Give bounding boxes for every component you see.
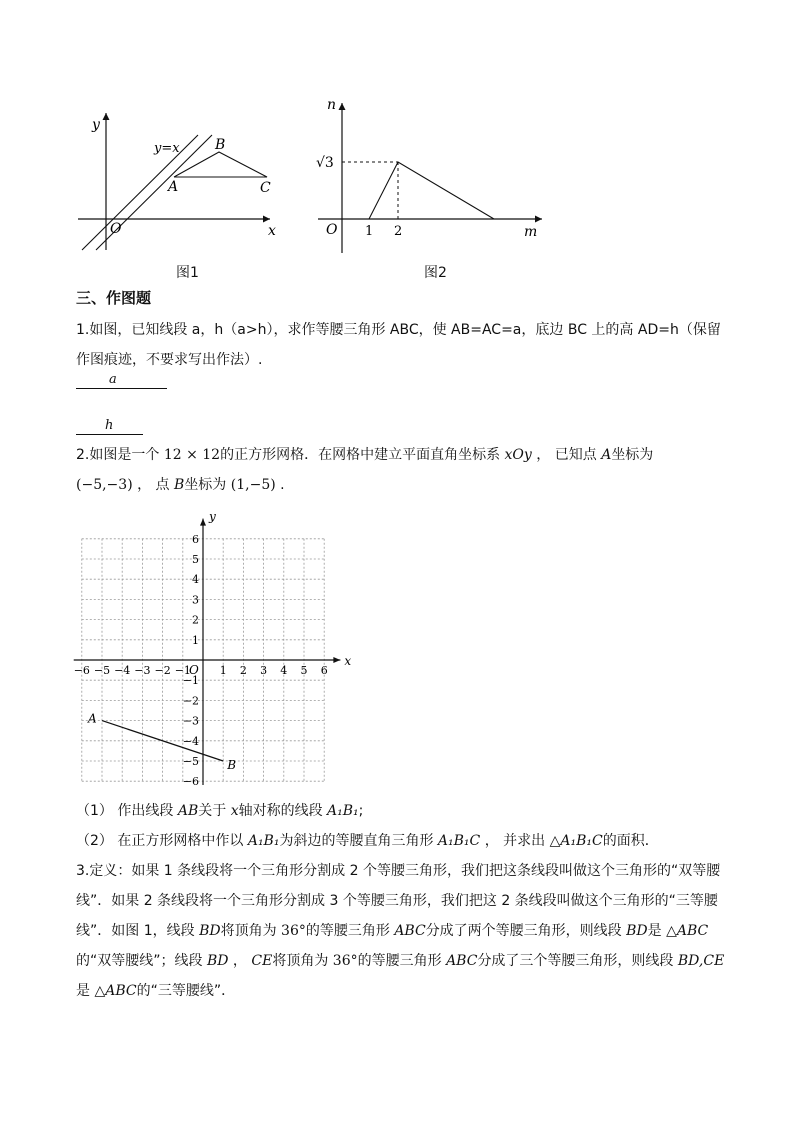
y-tick-label: −1 bbox=[182, 674, 199, 688]
fig2-label-m: m bbox=[524, 224, 538, 240]
y-tick-label: 6 bbox=[192, 532, 199, 546]
y-tick-label: −6 bbox=[182, 775, 199, 785]
section-heading: 三、作图题 bbox=[76, 289, 152, 307]
y-tick-label: −3 bbox=[182, 714, 199, 728]
y-tick-label: 1 bbox=[192, 633, 199, 647]
x-tick-label: 2 bbox=[239, 664, 247, 677]
graph-polyline bbox=[369, 162, 494, 219]
question-3-text: 3.定义：如果 1 条线段将一个三角形分割成 2 个等腰三角形，我们把这条线段叫做这个三角形的“双等腰线”．如果 2 条线段将一个三角形分割成 3 个等腰三角形，我们把这 2 条线段叫做这个三角形的“三等腰线”．如图 1，线段 BD将顶角为 36°的等腰三角形 ABC分成了两个等腰三角形，则线段 BD是 △ABC的“双等腰线”；线段 BD ， CE将顶角为 36°的等腰三角形 ABC分成了三个等腰三角形，则线段 BD,CE是 △ABC的“三等腰线”． bbox=[76, 863, 725, 999]
fig2-label-1: 1 bbox=[365, 224, 374, 239]
fig1-label-x: x bbox=[268, 223, 276, 239]
point-a-label: A bbox=[88, 711, 97, 726]
x-tick-label: 4 bbox=[280, 664, 288, 677]
origin-label: O bbox=[189, 663, 199, 677]
figure-2-caption: 图2 bbox=[424, 265, 447, 281]
fig2-label-sqrt3: √3 bbox=[316, 155, 334, 171]
segment-a bbox=[76, 388, 167, 389]
question-2-part-1: （1） 作出线段 AB关于 x轴对称的线段 A₁B₁; bbox=[76, 803, 364, 819]
fig1-label-o: O bbox=[110, 221, 122, 237]
question-2-part-2: （2） 在正方形网格中作以 A₁B₁为斜边的等腰直角三角形 A₁B₁C ， 并求出 △A₁B₁C的面积． bbox=[76, 833, 659, 849]
segment-h-label: h bbox=[105, 418, 114, 433]
y-tick-label: 4 bbox=[192, 573, 199, 587]
x-tick-label: −2 bbox=[154, 664, 171, 677]
figure-2 bbox=[310, 95, 550, 255]
question-2-text: 2.如图是一个 12 × 12的正方形网格．在网格中建立平面直角坐标系 xOy ， 已知点 A坐标为 (−5,−3) ， 点 B坐标为 (1,−5) . bbox=[76, 447, 654, 493]
x-tick-label: 1 bbox=[219, 664, 227, 677]
fig2-label-2: 2 bbox=[394, 224, 403, 239]
segment-a-label: a bbox=[109, 372, 117, 387]
fig1-label-c: C bbox=[260, 180, 271, 196]
y-tick-label: 3 bbox=[192, 593, 199, 607]
y-tick-label: 2 bbox=[192, 613, 199, 627]
triangle-abc bbox=[174, 152, 267, 177]
x-tick-label: −4 bbox=[114, 664, 131, 677]
x-tick-label: −5 bbox=[93, 664, 111, 677]
fig1-label-b: B bbox=[215, 137, 226, 153]
x-axis-arrow bbox=[333, 657, 340, 663]
fig1-label-a: A bbox=[168, 179, 179, 195]
fig1-label-y: y bbox=[92, 117, 100, 133]
figure-1 bbox=[70, 105, 290, 255]
question-1-text: 1.如图，已知线段 a，h（a>h），求作等腰三角形 ABC，使 AB=AC=a，底边 BC 上的高 AD=h（保留作图痕迹，不要求写出作法）. bbox=[76, 322, 721, 368]
segment-h bbox=[76, 434, 143, 435]
coordinate-grid bbox=[70, 505, 360, 785]
y-tick-label: −4 bbox=[182, 734, 199, 748]
x-tick-label: 3 bbox=[260, 664, 268, 677]
x-tick-label: −6 bbox=[73, 664, 90, 677]
point-b-label: B bbox=[227, 758, 237, 772]
y-tick-label: 5 bbox=[192, 553, 199, 566]
axis-label-x: x bbox=[344, 654, 352, 668]
y-axis-arrow bbox=[200, 519, 206, 526]
y-tick-label: −2 bbox=[182, 694, 199, 708]
y-tick-label: −5 bbox=[182, 755, 199, 768]
x-tick-label: −1 bbox=[174, 664, 191, 677]
x-tick-label: 5 bbox=[300, 664, 308, 677]
x-tick-label: 6 bbox=[320, 664, 328, 677]
fig2-label-o: O bbox=[326, 222, 338, 238]
x-tick-label: −3 bbox=[134, 664, 151, 677]
fig2-label-n: n bbox=[327, 97, 337, 113]
fig1-label-line: y=x bbox=[154, 141, 180, 156]
axis-label-y: y bbox=[209, 509, 216, 524]
figure-1-caption: 图1 bbox=[176, 265, 199, 281]
line-y-eq-x bbox=[82, 135, 198, 250]
